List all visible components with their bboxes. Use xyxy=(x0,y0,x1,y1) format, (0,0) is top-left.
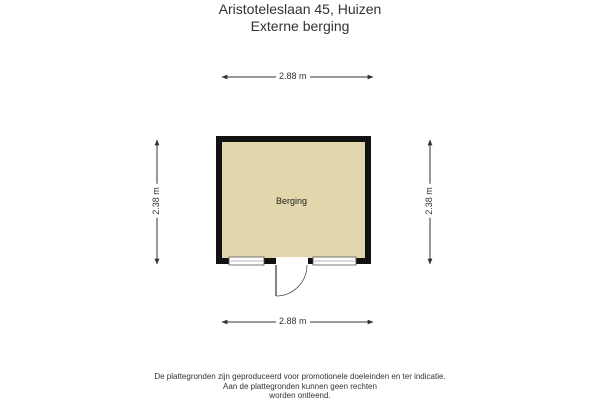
bottom-dimension-label: 2.88 m xyxy=(276,316,310,326)
top-dimension-label: 2.88 m xyxy=(276,71,310,81)
door-swing-arc xyxy=(276,265,307,296)
disclaimer-line-1: De plattegronden zijn geproduceerd voor promotionele doeleinden en ter indicatie. xyxy=(154,372,446,381)
door-opening xyxy=(276,257,308,265)
left-dimension-label: 2.38 m xyxy=(151,184,161,218)
address-title: Aristoteleslaan 45, Huizen xyxy=(218,1,382,17)
floor-subtitle: Externe berging xyxy=(250,18,350,34)
room-berging xyxy=(216,136,371,296)
right-dimension-label: 2.38 m xyxy=(424,184,434,218)
disclaimer-line-3: worden ontleend. xyxy=(269,391,331,400)
disclaimer-line-2: Aan de plattegronden kunnen geen rechten xyxy=(223,382,377,391)
room-label: Berging xyxy=(276,196,308,206)
